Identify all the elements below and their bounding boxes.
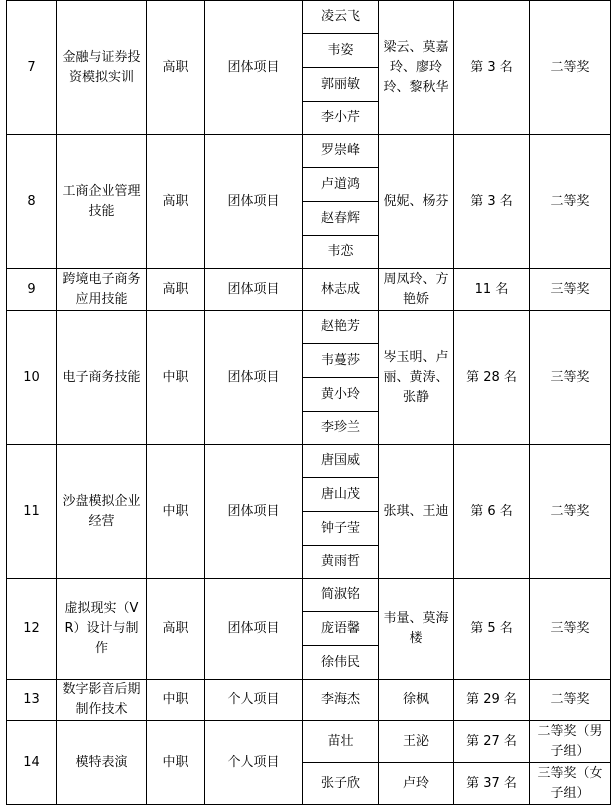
rank-cell: 第 27 名 [454, 721, 530, 763]
event-cell: 虚拟现实（VR）设计与制作 [57, 579, 147, 680]
type-cell: 团体项目 [205, 579, 303, 680]
award-cell: 三等奖（女子组） [530, 763, 611, 805]
member-cell: 简淑铭 [303, 579, 379, 612]
member-cell: 罗崇峰 [303, 135, 379, 168]
rank-cell: 第 3 名 [454, 135, 530, 269]
type-cell: 团体项目 [205, 445, 303, 579]
member-cell: 郭丽敏 [303, 68, 379, 102]
member-cell: 张子欣 [303, 763, 379, 805]
table-row [7, 311, 611, 344]
table-row [7, 269, 611, 311]
rank-cell: 第 28 名 [454, 311, 530, 445]
event-cell: 模特表演 [57, 721, 147, 805]
member-cell: 李珍兰 [303, 412, 379, 445]
table-row [7, 135, 611, 168]
member-cell: 林志成 [303, 269, 379, 311]
member-cell: 唐山茂 [303, 478, 379, 512]
award-cell: 二等奖 [530, 135, 611, 269]
table-row [7, 445, 611, 478]
member-cell: 庞语馨 [303, 612, 379, 646]
member-cell: 黄雨哲 [303, 546, 379, 579]
row-number-cell: 13 [7, 680, 57, 721]
award-cell: 三等奖 [530, 311, 611, 445]
member-cell: 赵艳芳 [303, 311, 379, 344]
table-row [7, 680, 611, 721]
row-number-cell: 7 [7, 1, 57, 135]
level-cell: 中职 [147, 680, 205, 721]
level-cell: 高职 [147, 579, 205, 680]
mentor-cell: 周凤玲、方艳娇 [379, 269, 454, 311]
mentor-cell: 倪妮、杨芬 [379, 135, 454, 269]
event-cell: 沙盘模拟企业经营 [57, 445, 147, 579]
level-cell: 高职 [147, 1, 205, 135]
row-number-cell: 12 [7, 579, 57, 680]
member-cell: 韦姿 [303, 34, 379, 68]
member-cell: 卢道鸿 [303, 168, 379, 202]
member-cell: 赵春辉 [303, 202, 379, 236]
mentor-cell: 王泌 [379, 721, 454, 763]
table-row [7, 579, 611, 612]
awards-table [6, 0, 611, 805]
member-cell: 唐国威 [303, 445, 379, 478]
type-cell: 团体项目 [205, 311, 303, 445]
award-cell: 二等奖（男子组） [530, 721, 611, 763]
member-cell: 凌云飞 [303, 1, 379, 34]
row-number-cell: 10 [7, 311, 57, 445]
row-number-cell: 8 [7, 135, 57, 269]
type-cell: 团体项目 [205, 269, 303, 311]
type-cell: 团体项目 [205, 135, 303, 269]
level-cell: 中职 [147, 311, 205, 445]
mentor-cell: 徐枫 [379, 680, 454, 721]
rank-cell: 第 6 名 [454, 445, 530, 579]
level-cell: 中职 [147, 721, 205, 805]
type-cell: 个人项目 [205, 721, 303, 805]
mentor-cell: 韦量、莫海楼 [379, 579, 454, 680]
member-cell: 徐伟民 [303, 646, 379, 680]
event-cell: 数字影音后期制作技术 [57, 680, 147, 721]
row-number-cell: 9 [7, 269, 57, 311]
rank-cell: 11 名 [454, 269, 530, 311]
event-cell: 金融与证券投资模拟实训 [57, 1, 147, 135]
rank-cell: 第 5 名 [454, 579, 530, 680]
event-cell: 工商企业管理技能 [57, 135, 147, 269]
member-cell: 韦恋 [303, 236, 379, 269]
mentor-cell: 梁云、莫嘉玲、廖玲玲、黎秋华 [379, 1, 454, 135]
rank-cell: 第 29 名 [454, 680, 530, 721]
award-cell: 三等奖 [530, 579, 611, 680]
row-number-cell: 14 [7, 721, 57, 805]
level-cell: 高职 [147, 269, 205, 311]
table-body [7, 1, 611, 805]
member-cell: 韦蔓莎 [303, 344, 379, 378]
table-row [7, 1, 611, 34]
member-cell: 钟子莹 [303, 512, 379, 546]
mentor-cell: 卢玲 [379, 763, 454, 805]
event-cell: 跨境电子商务应用技能 [57, 269, 147, 311]
member-cell: 李小芹 [303, 102, 379, 135]
level-cell: 高职 [147, 135, 205, 269]
type-cell: 团体项目 [205, 1, 303, 135]
member-cell: 苗壮 [303, 721, 379, 763]
award-cell: 二等奖 [530, 1, 611, 135]
award-cell: 三等奖 [530, 269, 611, 311]
mentor-cell: 岑玉明、卢丽、黄涛、张静 [379, 311, 454, 445]
level-cell: 中职 [147, 445, 205, 579]
award-cell: 二等奖 [530, 680, 611, 721]
rank-cell: 第 3 名 [454, 1, 530, 135]
rank-cell: 第 37 名 [454, 763, 530, 805]
table-row [7, 721, 611, 763]
event-cell: 电子商务技能 [57, 311, 147, 445]
mentor-cell: 张琪、王迪 [379, 445, 454, 579]
type-cell: 个人项目 [205, 680, 303, 721]
row-number-cell: 11 [7, 445, 57, 579]
member-cell: 黄小玲 [303, 378, 379, 412]
member-cell: 李海杰 [303, 680, 379, 721]
award-cell: 二等奖 [530, 445, 611, 579]
